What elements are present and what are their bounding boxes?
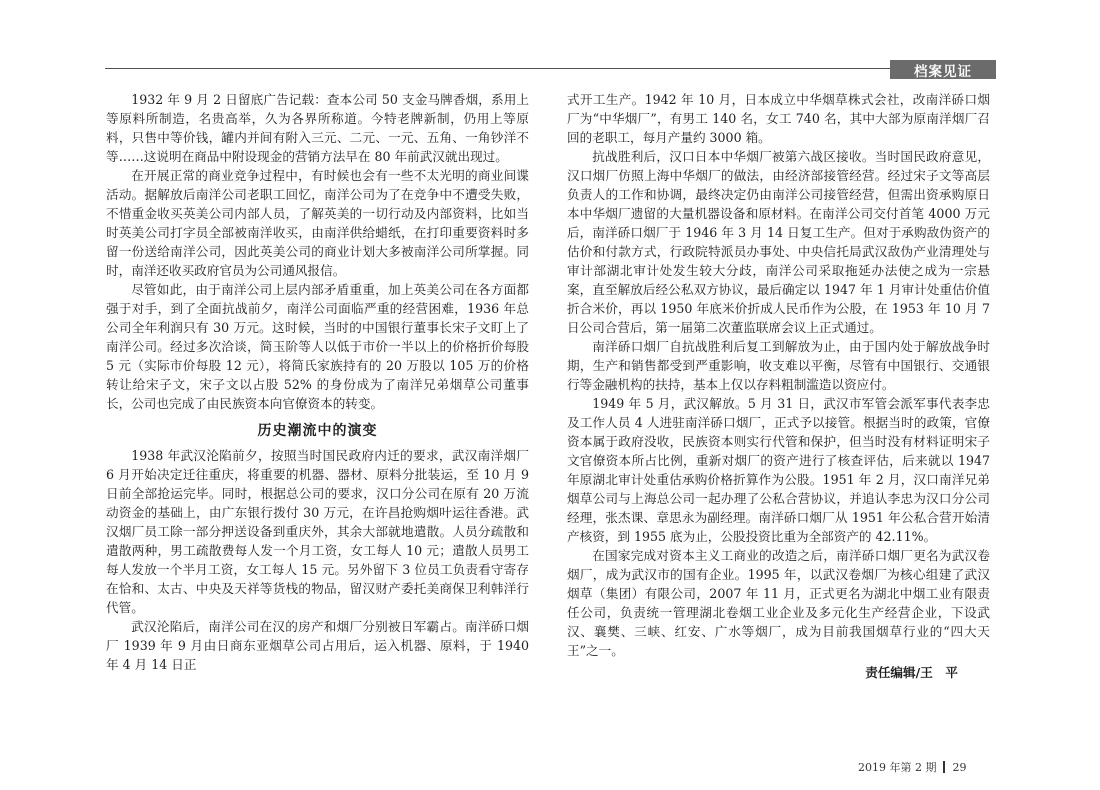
editor-credit: 责任编辑/王 平 <box>865 665 958 680</box>
issue-label: 2019 年第 2 期 <box>858 761 937 774</box>
footer-divider <box>943 761 945 773</box>
right-column <box>567 90 990 681</box>
paragraph: 在开展正常的商业竞争过程中，有时候也会有一些不太光明的商业间谍活动。据解放后南洋公司老职工回忆，南洋公司为了在竞争中不遭受失败，不惜重金收买英美公司内部人员，了解英美的一切行动及内部资料，比如当时英美公司打字员全部被南洋收买，由南洋供给蜡纸，在打印重要资料时多留一份送给南洋公司，因此英美公司的商业计划大多被南洋公司所掌握。同时，南洋还收买政府官员为公司通风报信。 <box>106 168 529 278</box>
header-rule <box>105 68 890 69</box>
page-footer <box>858 759 966 775</box>
paragraph: 1949 年 5 月，武汉解放。5 月 31 日，武汉市军管会派军事代表李忠及工作人员 4 人进驻南洋硚口烟厂，正式予以接管。根据当时的政策，官僚资本属于政府没收，民族资本则实行代管和保护，但当时没有材料证明宋子文官僚资本所占比例，重新对烟厂的资产进行了核查评估，后来就以 1947 年原湖北审计处重估承购价格折算作为公股。1951 年 2 月，汉口南洋兄弟烟草公司与上海总公司一起办理了公私合营协议，并追认李忠为汉口分公司经理，张杰课、章思永为副经理。南洋硚口烟厂从 1951 年公私合营开始清产核资，到 1955 底为止，公股投资比重为全部资产的 42.11%。 <box>567 396 990 544</box>
paragraph: 南洋硚口烟厂自抗战胜利后复工到解放为止，由于国内处于解放战争时期，生产和销售都受到严重影响，收支难以平衡，尽管有中国银行、交通银行等金融机构的扶持，基本上仅以存料粗制滥造以资应付。 <box>567 339 990 392</box>
left-column <box>106 90 529 674</box>
section-tag: 档案见证 <box>890 60 996 79</box>
paragraph: 在国家完成对资本主义工商业的改造之后，南洋硚口烟厂更名为武汉卷烟厂，成为武汉市的国有企业。1995 年，以武汉卷烟厂为核心组建了武汉烟草（集团）有限公司，2007 年 11 月，正式更名为湖北中烟工业有限责任公司，负责统一管理湖北卷烟工业企业及多元化生产经营企业，下设武汉、襄樊、三峡、红安、广水等烟厂，成为目前我国烟草行业的“四大天王”之一。 <box>567 548 990 658</box>
paragraph: 尽管如此，由于南洋公司上层内部矛盾重重，加上英美公司在各方面都强于对手，到了全面抗战前夕，南洋公司面临严重的经营困难，1936 年总公司全年利润只有 30 万元。这时候，当时的中国银行董事长宋子文盯上了南洋公司。经过多次洽谈，简玉阶等人以低于市价一半以上的价格折价每股 5 元（实际市价每股 12 元），将简氏家族持有的 20 万股以 105 万的价格转让给宋子文，宋子文以占股 52% 的身份成为了南洋兄弟烟草公司董事长，公司也完成了由民族资本向官僚资本的转变。 <box>106 282 529 411</box>
paragraph: 武汉沦陷后，南洋公司在汉的房产和烟厂分别被日军霸占。南洋硚口烟厂 1939 年 9 月由日商东亚烟草公司占用后，运入机器、原料，于 1940 年 4 月 14 日正 <box>106 619 529 672</box>
page-number: 29 <box>952 760 967 774</box>
paragraph-continuation: 式开工生产。1942 年 10 月，日本成立中华烟草株式会社，改南洋硚口烟厂为“中华烟厂”，有男工 140 名，女工 740 名，其中大部为原南洋烟厂召回的老职工，每月产量约 3000 箱。 <box>567 92 990 145</box>
paragraph: 1938 年武汉沦陷前夕，按照当时国民政府内迁的要求，武汉南洋烟厂 6 月开始决定迁往重庆，将重要的机器、器材、原料分批装运，至 10 月 9 日前全部抢运完毕。同时，根据总公司的要求，汉口分公司在原有 20 万流动资金的基础上，由广东银行拨付 30 万元，在许昌抢购烟叶运往香港。武汉烟厂员工除一部分押送设备到重庆外，其余大部就地遣散。人员分疏散和遣散两种，男工疏散费每人发一个月工资，女工每人 10 元；遣散人员男工每人发放一个半月工资，女工每人 15 元。另外留下 3 位员工负责看守寄存在恰和、太古、中央及天祥等货栈的物品，留汉财产委托美商保卫利韩洋行代管。 <box>106 448 529 615</box>
paragraph: 抗战胜利后，汉口日本中华烟厂被第六战区接收。当时国民政府意见，汉口烟厂仿照上海中华烟厂的做法，由经济部接管经营。经过宋子文等高层负责人的工作和协调，最终决定仍由南洋公司接管经营，但需出资承购原日本中华烟厂遗留的大量机器设备和原材料。在南洋公司交付首笔 4000 万元后，南洋硚口烟厂于 1946 年 3 月 14 日复工生产。但对于承购敌伪资产的估价和付款方式，行政院特派员办事处、中央信托局武汉敌伪产业清理处与审计部湖北审计处发生较大分歧，南洋公司采取拖延办法使之成为一宗悬案，直至解放后经公私双方协议，最后确定以 1947 年 1 月审计处重估价值折合米价，再以 1950 年底米价折成人民币作为公股，在 1953 年 10 月 7 日公司合营后，第一届第二次董监联席会议上正式通过。 <box>567 149 990 335</box>
paragraph: 1932 年 9 月 2 日留底广告记载：查本公司 50 支金马牌香烟，系用上等原料所制造，名贵高举，久为各界所称道。今特老牌新制，仍用上等原料，只售中等价钱，罐内并间有附入三元、二元、一元、五角、一角钞洋不等……这说明在商品中附设现金的营销方法早在 80 年前武汉就出现过。 <box>106 92 529 164</box>
section-heading: 历史潮流中的演变 <box>257 423 378 439</box>
